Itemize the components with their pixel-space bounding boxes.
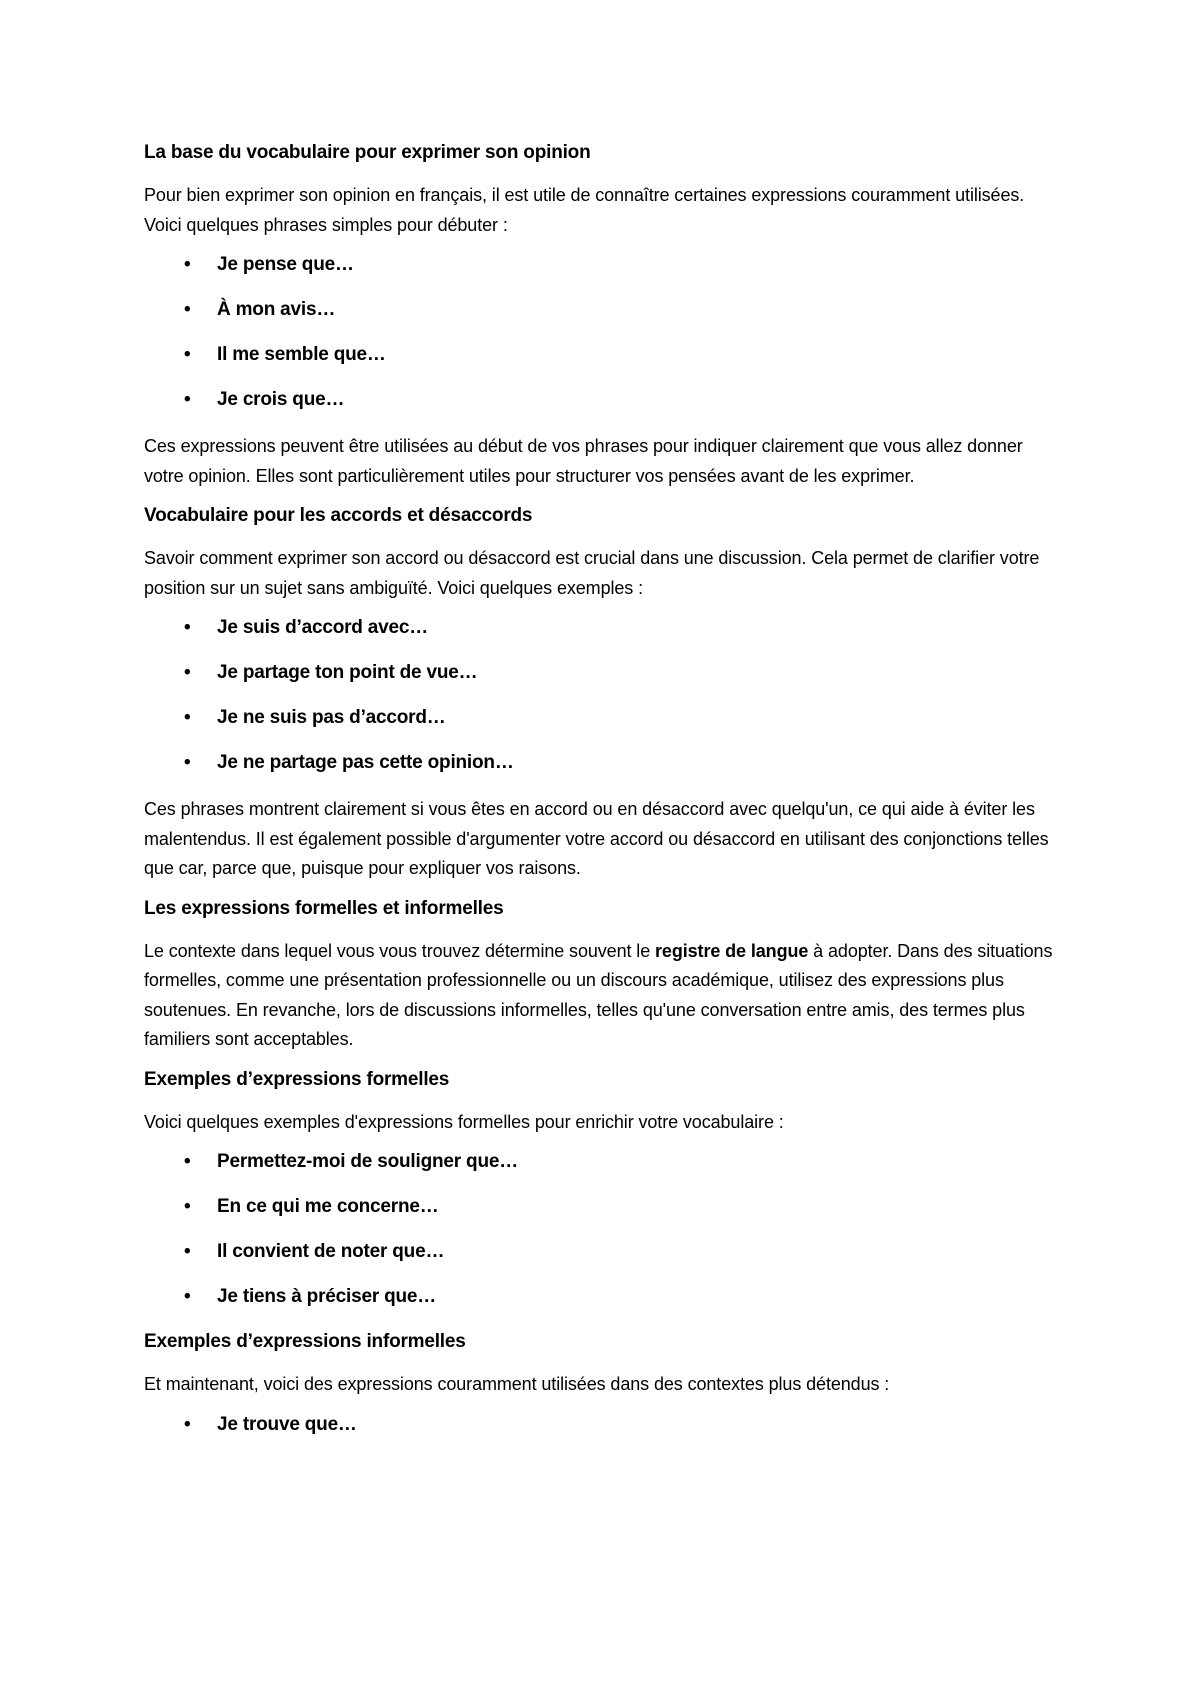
list-opinion [144, 252, 1064, 413]
bullet-icon: • [184, 1286, 191, 1307]
list-item: • Il me semble que… [144, 342, 1064, 368]
bullet-icon: • [184, 344, 191, 365]
section-heading-opinion: La base du vocabulaire pour exprimer son opinion [144, 142, 591, 163]
section-intro-formal: Voici quelques exemples d'expressions formelles pour enrichir votre vocabulaire : [144, 1111, 784, 1132]
bullet-icon: • [184, 1196, 191, 1217]
section-heading-informal: Exemples d’expressions informelles [144, 1331, 466, 1352]
section-intro-informal: Et maintenant, voici des expressions couramment utilisées dans des contextes plus détendus : [144, 1374, 890, 1394]
section-heading-agreement: Vocabulaire pour les accords et désaccords [144, 505, 533, 526]
section-intro-opinion: Pour bien exprimer son opinion en français, il est utile de connaître certaines expressions couramment utilisées. Voici quelques phrases simples pour débuter : [144, 185, 1025, 235]
bullet-icon: • [184, 752, 191, 773]
bullet-icon: • [184, 1151, 191, 1172]
bullet-icon: • [184, 617, 191, 638]
bullet-icon: • [184, 707, 191, 728]
bullet-icon: • [184, 1413, 191, 1435]
list-item: • Il convient de noter que… [144, 1239, 1064, 1265]
list-item: • Je partage ton point de vue… [144, 660, 1064, 686]
section-outro-agreement: Ces phrases montrent clairement si vous êtes en accord ou en désaccord avec quelqu'un, ce qui aide à éviter les malentendus. Il est également possible d'argumenter votre accord ou désaccord en utilisant des conjonctions telles que car, parce que, puisque pour expliquer vos raisons. [144, 799, 1049, 878]
section-heading-formal: Exemples d’expressions formelles [144, 1068, 450, 1090]
list-agreement [144, 615, 1064, 776]
document-page [144, 140, 1064, 1457]
list-informal [144, 1412, 1064, 1438]
list-item: • Je pense que… [144, 252, 1064, 278]
list-item: • Je ne suis pas d’accord… [144, 705, 1064, 731]
bullet-icon: • [184, 254, 191, 275]
list-item: • À mon avis… [144, 297, 1064, 323]
list-item: • Je tiens à préciser que… [144, 1284, 1064, 1310]
section-outro-opinion: Ces expressions peuvent être utilisées au début de vos phrases pour indiquer clairement que vous allez donner votre opinion. Elles sont particulièrement utiles pour structurer vos pensées avant de les exprimer. [144, 436, 1023, 486]
section-paragraph-register: Le contexte dans lequel vous vous trouvez détermine souvent le registre de langue à adopter. Dans des situations formelles, comme une présentation professionnelle ou un discours académique, utilisez des expressions plus soutenues. En revanche, lors de discussions informelles, telles qu'une conversation entre amis, des termes plus familiers sont acceptables. [144, 940, 1053, 1049]
bullet-icon: • [184, 662, 191, 683]
bullet-icon: • [184, 389, 191, 410]
list-item: • Je ne partage pas cette opinion… [144, 750, 1064, 776]
list-item: • Permettez-moi de souligner que… [144, 1149, 1064, 1175]
list-item: • Je trouve que… [144, 1412, 1064, 1438]
section-intro-agreement: Savoir comment exprimer son accord ou désaccord est crucial dans une discussion. Cela permet de clarifier votre position sur un sujet sans ambiguïté. Voici quelques exemples : [144, 548, 1040, 598]
section-heading-register: Les expressions formelles et informelles [144, 897, 504, 919]
bullet-icon: • [184, 1241, 191, 1262]
list-formal [144, 1149, 1064, 1310]
list-item: • Je suis d’accord avec… [144, 615, 1064, 641]
list-item: • Je crois que… [144, 387, 1064, 413]
bullet-icon: • [184, 299, 191, 320]
register-term: registre de langue [655, 940, 809, 961]
list-item: • En ce qui me concerne… [144, 1194, 1064, 1220]
